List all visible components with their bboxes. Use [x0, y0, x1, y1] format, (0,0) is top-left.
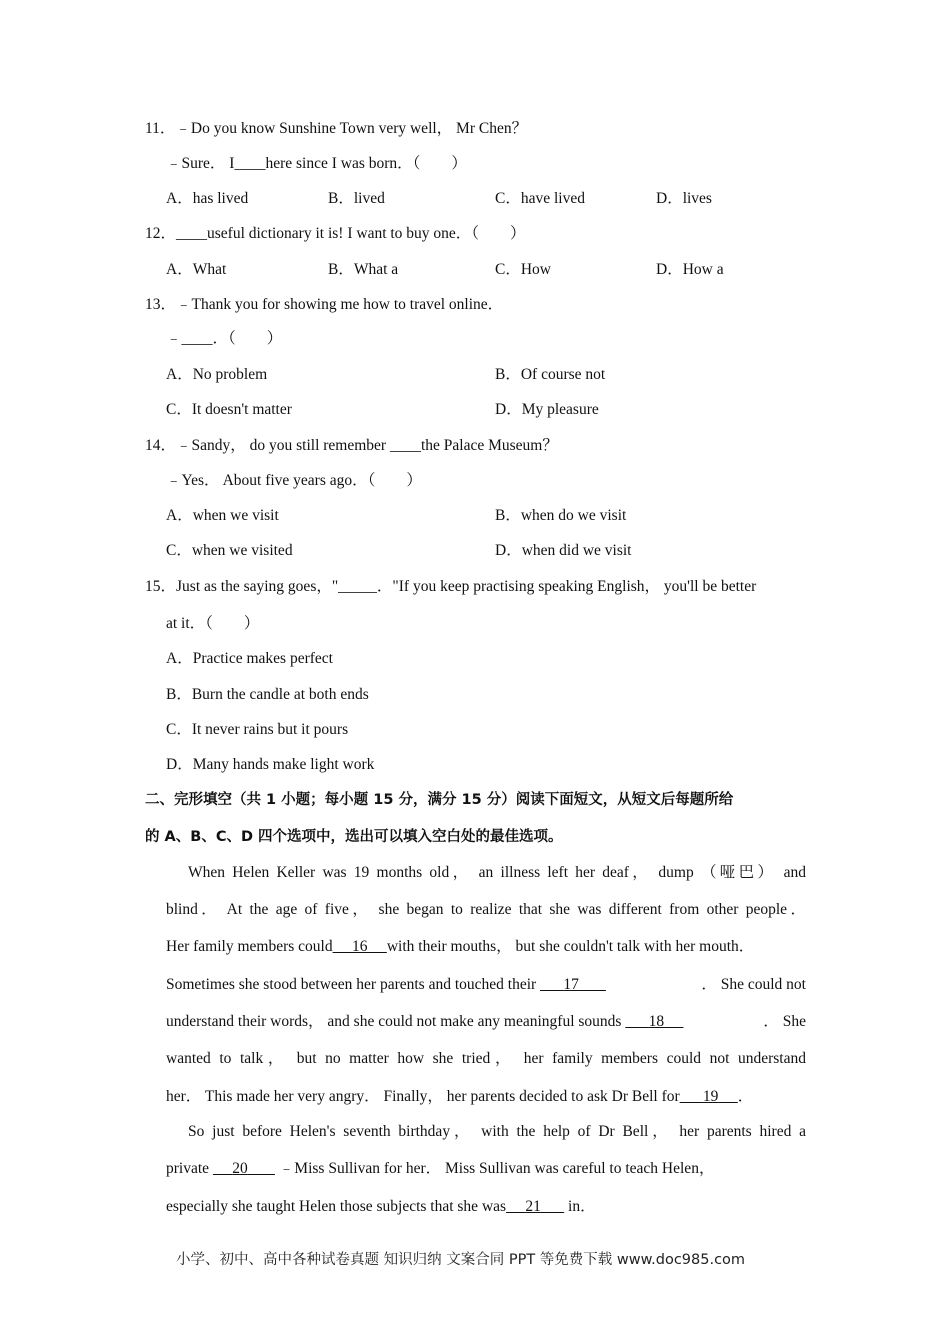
- question-15-stem: 15．Just as the saying goes，"_____．"If you keep practising speaking English， you'll be better: [145, 578, 757, 595]
- blank-21: 21: [525, 1198, 541, 1215]
- question-11-stem: 11．﹣Do you know Sunshine Town very well， Mr Chen？: [145, 120, 528, 137]
- option-12-d: D．How a: [656, 261, 724, 278]
- passage-line-3: [166, 937, 806, 957]
- blank-16: 16: [351, 938, 368, 955]
- option-15-d: D．Many hands make light work: [166, 756, 375, 773]
- passage-text: ． She could not: [701, 976, 806, 993]
- option-12-a: A．What: [166, 261, 227, 278]
- option-13-c: C．It doesn't matter: [166, 401, 292, 418]
- passage-text: Her family members could: [166, 938, 333, 955]
- question-15-stem-continued: at it．（ ）: [166, 615, 260, 632]
- option-14-c: C．when we visited: [166, 542, 293, 559]
- option-11-a: A．has lived: [166, 190, 249, 207]
- question-11-answer-line: ﹣Sure． I____here since I was born．（ ）: [166, 155, 467, 172]
- option-11-c: C．have lived: [495, 190, 585, 207]
- passage-line-5: [166, 1012, 806, 1032]
- option-11-d: D．lives: [656, 190, 712, 207]
- option-15-b: B．Burn the candle at both ends: [166, 686, 369, 703]
- passage-text: ． She: [763, 1013, 806, 1030]
- section-2-heading-line-2: 的 A、B、C、D 四个选项中，选出可以填入空白处的最佳选项。: [145, 829, 563, 845]
- blank-20: 20: [232, 1160, 248, 1177]
- passage-text: with their mouths， but she couldn't talk with her mouth．: [386, 938, 755, 955]
- blank-18: 18: [648, 1013, 665, 1030]
- option-12-c: C．How: [495, 261, 551, 278]
- passage-line-8: So just before Helen's seventh birthday， with the help of Dr Bell， her parents hired a: [188, 1123, 806, 1140]
- passage-text: understand their words， and she could not make any meaningful sounds: [166, 1013, 622, 1030]
- passage-text: her． This made her very angry． Finally， her parents decided to ask Dr Bell for: [166, 1088, 680, 1105]
- passage-line-9: [166, 1159, 806, 1179]
- question-12-stem: 12．____useful dictionary it is! I want to buy one．（ ）: [145, 225, 526, 242]
- passage-text: Sometimes she stood between her parents and touched their: [166, 976, 537, 993]
- passage-line-10: [166, 1197, 806, 1217]
- passage-text: especially she taught Helen those subjects that she was: [166, 1198, 507, 1215]
- option-13-b: B．Of course not: [495, 366, 606, 383]
- passage-line-4: [166, 975, 806, 995]
- question-13-answer-line: ﹣____．（ ）: [166, 330, 283, 347]
- blank-19: 19: [702, 1088, 719, 1105]
- option-14-a: A．when we visit: [166, 507, 279, 524]
- blank-17: 17: [563, 976, 579, 993]
- option-14-b: B．when do we visit: [495, 507, 627, 524]
- passage-line-6: wanted to talk， but no matter how she tried， her family members could not understand: [166, 1050, 806, 1067]
- question-14-stem: 14．﹣Sandy， do you still remember ____the Palace Museum？: [145, 437, 558, 454]
- passage-text: ﹣Miss Sullivan for her． Miss Sullivan was careful to teach Helen，: [278, 1160, 715, 1177]
- passage-line-7: [166, 1087, 806, 1107]
- question-13-stem: 13．﹣Thank you for showing me how to travel online．: [145, 296, 504, 313]
- question-14-answer-line: ﹣Yes． About five years ago．（ ）: [166, 472, 422, 489]
- option-14-d: D．when did we visit: [495, 542, 632, 559]
- option-13-a: A．No problem: [166, 366, 268, 383]
- passage-text: in．: [568, 1198, 596, 1215]
- option-15-c: C．It never rains but it pours: [166, 721, 349, 738]
- passage-text: ．: [737, 1088, 754, 1105]
- option-12-b: B．What a: [328, 261, 399, 278]
- passage-text: private: [166, 1160, 210, 1177]
- option-15-a: A．Practice makes perfect: [166, 650, 333, 667]
- passage-line-2: blind． At the age of five， she began to realize that she was different from other people．: [166, 901, 806, 918]
- page-footer-watermark: 小学、初中、高中各种试卷真题 知识归纳 文案合同 PPT 等免费下载 www.doc985.com: [176, 1252, 746, 1268]
- passage-line-1: When Helen Keller was 19 months old， an illness left her deaf， dump （哑巴） and: [188, 864, 806, 881]
- option-11-b: B．lived: [328, 190, 385, 207]
- section-2-heading-line-1: 二、完形填空（共 1 小题；每小题 15 分，满分 15 分）阅读下面短文，从短文后每题所给: [145, 792, 734, 808]
- option-13-d: D．My pleasure: [495, 401, 599, 418]
